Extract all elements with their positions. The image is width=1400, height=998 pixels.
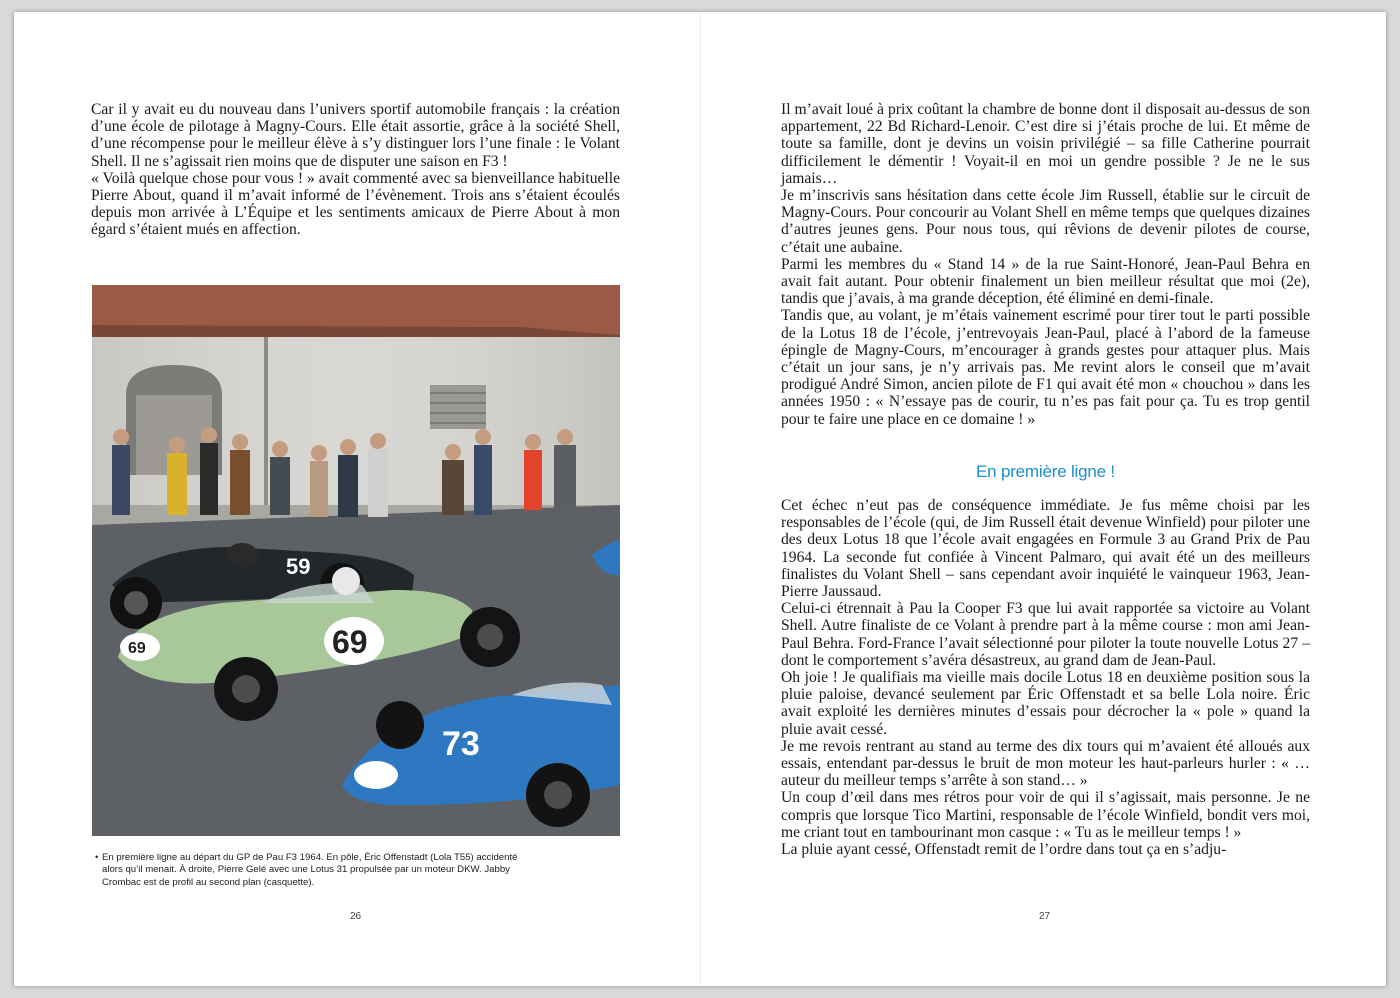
paragraph: Il m’avait loué à prix coûtant la chambre de bonne dont il disposait au-dessus de son appartement, 22 Bd Richard-Lenoir. C’est dire si j’étais proche de lui. Et même de toute sa famille, dont je devins un voisin privilégié – sa fille Catherine pourrait difficilement le démentir ! Voyait-il en moi un gendre possible ? Je ne le sus jamais… xyxy=(781,101,1310,187)
photo-illustration xyxy=(92,285,620,836)
paragraph: Je me revois rentrant au stand au terme des dix tours qui m’avaient été alloués aux essais, entendant par-dessus le bruit de mon moteur les haut-parleurs hurler : « … auteur du meilleur temps s’arrête à son stand… » xyxy=(781,737,1310,790)
car-number-green: 69 xyxy=(332,624,368,660)
book-spread xyxy=(14,12,1386,986)
right-page-text-top xyxy=(781,101,1310,428)
left-page-text xyxy=(91,101,620,239)
photo-caption xyxy=(95,852,522,889)
paragraph: Un coup d’œil dans mes rétros pour voir de qui il s’agissait, mais personne. Je ne compris que lorsque Tico Martini, responsable de l’école Winfield, bondit vers moi, me criant tout en tambourinant mon casque : « Tu as le meilleur temps ! » xyxy=(781,789,1310,841)
paragraph: Celui-ci étrennait à Pau la Cooper F3 que lui avait rapportée sa victoire au Volant Shell. Autre finaliste de ce Volant à prendre part à la même course : mon ami Jean-Paul Behra. Ford-France l’avait sélectionné pour piloter la toute nouvelle Lotus 27 – dont le comportement s’avéra désastreux, au grand dam de Jean-Paul. xyxy=(781,600,1310,669)
right-page xyxy=(700,12,1386,986)
paragraph: Je m’inscrivis sans hésitation dans cette école Jim Russell, établie sur le circuit de Magny-Cours. Pour concourir au Volant Shell en même temps que quelques dizaines d’autres jeunes gens. Pour nous tous, qui rêvions de devenir pilotes de course, c’était une aubaine. xyxy=(781,187,1310,256)
paragraph: Car il y avait eu du nouveau dans l’univers sportif automobile français : la création d’une école de pilotage à Magny-Cours. Elle était assortie, grâce à la société Shell, d’une récompense pour le meilleur élève à s’y distinguer lors l’une finale : le Volant Shell. Il ne s’agissait rien moins que de disputer une saison en F3 ! xyxy=(91,101,620,170)
car-number-green-nose: 69 xyxy=(128,640,146,657)
right-page-text-bottom xyxy=(781,497,1310,858)
paragraph: Cet échec n’eut pas de conséquence immédiate. Je fus même choisi par les responsables de l’école (qui, de Jim Russell était devenue Winfield) pour piloter une des deux Lotus 18 que l’école avait engagées en Formule 3 au Grand Prix de Pau 1964. La seconde fut confiée à Vincent Palmaro, qui avait été un des meilleurs finalistes du Volant Shell – sans cependant avoir inquiété le vainqueur 1963, Jean-Pierre Jaussaud. xyxy=(781,497,1310,601)
drainpipe xyxy=(264,337,268,517)
caption-text: En première ligne au départ du GP de Pau F3 1964. En pôle, Éric Offenstadt (Lola T55) accidenté alors qu’il menait. À droite, Pierre Gelé avec une Lotus 31 propulsée par un moteur DKW. Jabby Crombac est de profil au second plan (casquette). xyxy=(102,852,518,888)
section-title: En première ligne ! xyxy=(976,462,1115,481)
paragraph: Parmi les membres du « Stand 14 » de la rue Saint-Honoré, Jean-Paul Behra en avait fait autant. Pour obtenir finalement un bien meilleur résultat que moi (2e), tandis que j’avais, à ma grande déception, été éliminé en demi-finale. xyxy=(781,255,1310,308)
page-number-left: 26 xyxy=(350,911,362,922)
car-number-blue: 73 xyxy=(442,725,480,763)
caption-bullet: • xyxy=(95,852,99,863)
paragraph: « Voilà quelque chose pour vous ! » avait commenté avec sa bienveillance habituelle Pierre About, quand il m’avait informé de l’évènement. Trois ans s’étaient écoulés depuis mon arrivée à L’Équipe et les sentiments amicaux de Pierre About à mon égard s’étaient mués en affection. xyxy=(91,169,620,239)
paragraph: La pluie ayant cessé, Offenstadt remit de l’ordre dans tout ça en s’adju- xyxy=(781,841,1227,859)
car-number-black: 59 xyxy=(286,554,311,579)
page-number-right: 27 xyxy=(1039,911,1051,922)
paragraph: Oh joie ! Je qualifiais ma vieille mais docile Lotus 18 en deuxième position sous la pluie paloise, devancé seulement par Éric Offenstadt et sa belle Lola noire. Éric avait exploité les dernières minutes d’essais pour décrocher la « pole » quand la pluie avait cessé. xyxy=(781,669,1310,738)
left-page xyxy=(14,12,700,986)
racing-photo xyxy=(92,285,620,836)
paragraph: Tandis que, au volant, je m’étais vainement escrimé pour tirer tout le parti possible de la Lotus 18 de l’école, j’entrevoyais Jean-Paul, placé à l’abord de la fameuse épingle de Magny-Cours, m’encourager à grands gestes pour attaquer plus. Mais c’était un jour sans, je n’y arrivais pas. Me revint alors le conseil que m’avait prodigué André Simon, ancien pilote de F1 qui avait été mon « chouchou » dans les années 1950 : « N’essaye pas de courir, tu n’es pas fait pour ça. Tu es trop gentil pour te faire une place en ce domaine ! » xyxy=(781,307,1310,428)
